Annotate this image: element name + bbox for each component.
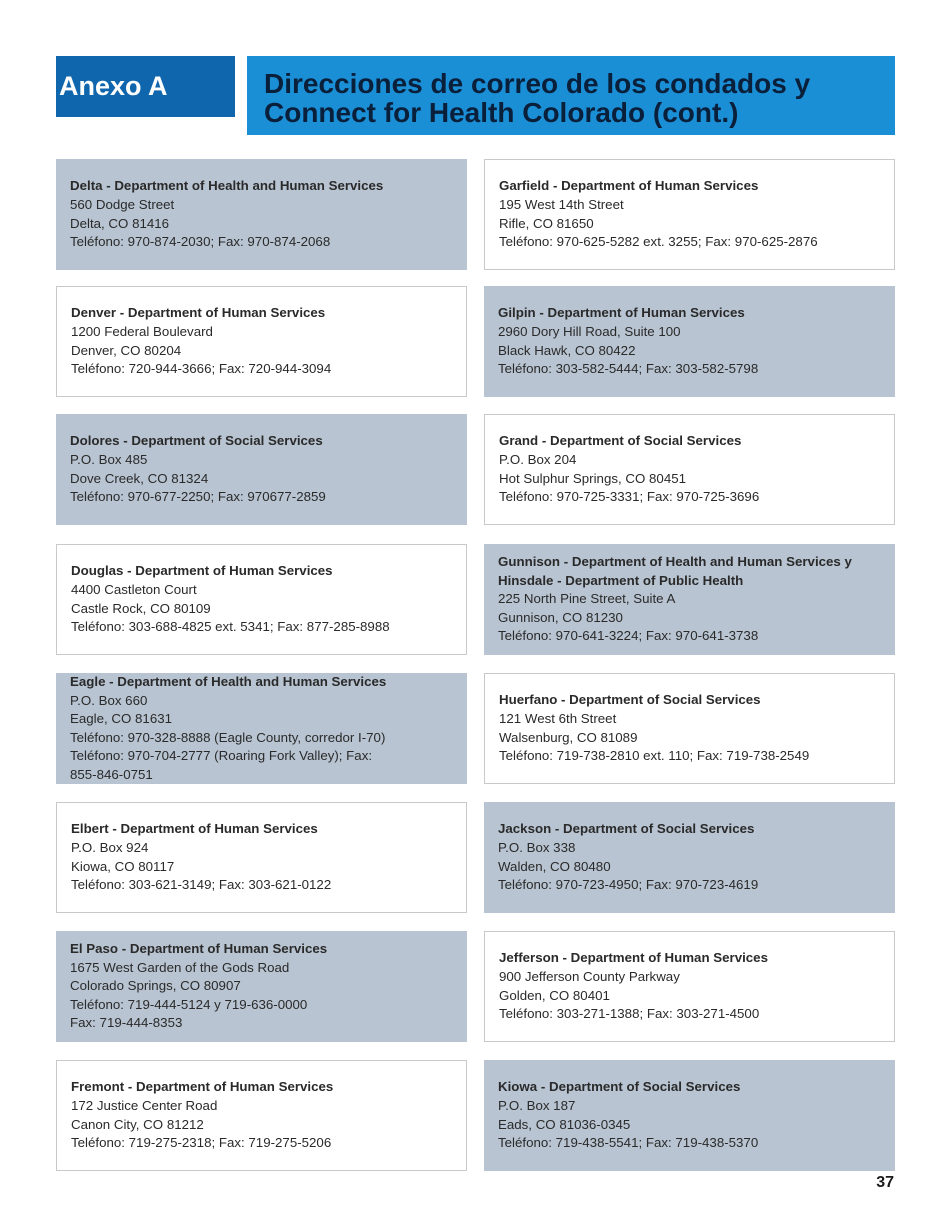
county-name: Dolores - Department of Social Services	[70, 433, 323, 449]
address-line: Gunnison, CO 81230	[498, 609, 623, 625]
county-card-fremont	[56, 1060, 467, 1171]
address-line: P.O. Box 660	[70, 692, 148, 708]
phone-line: Teléfono: 970-723-4950; Fax: 970-723-4619	[498, 877, 759, 893]
county-card-elbert	[56, 802, 467, 913]
county-name-secondary: Hinsdale - Department of Public Health	[498, 572, 744, 588]
county-card-jackson	[484, 802, 895, 913]
county-card-jefferson	[484, 931, 895, 1042]
fax-line: 855-846-0751	[70, 766, 153, 782]
address-line: Denver, CO 80204	[71, 342, 182, 358]
address-line: Eagle, CO 81631	[70, 711, 173, 727]
address-line: Black Hawk, CO 80422	[498, 342, 636, 358]
phone-line: Teléfono: 303-688-4825 ext. 5341; Fax: 877-285-8988	[71, 619, 390, 635]
address-line: Walden, CO 80480	[498, 858, 611, 874]
county-card-douglas	[56, 544, 467, 655]
address-line: Eads, CO 81036-0345	[498, 1116, 631, 1132]
phone-line: Teléfono: 719-444-5124 y 719-636-0000	[70, 996, 308, 1012]
county-name: Kiowa - Department of Social Services	[498, 1079, 741, 1095]
address-line: 560 Dodge Street	[70, 196, 175, 212]
county-name: El Paso - Department of Human Services	[70, 941, 328, 957]
phone-line: Teléfono: 303-271-1388; Fax: 303-271-4500	[499, 1006, 760, 1022]
phone-line: Teléfono: 720-944-3666; Fax: 720-944-3094	[71, 361, 332, 377]
county-card-dolores	[56, 414, 467, 525]
address-line: 2960 Dory Hill Road, Suite 100	[498, 323, 681, 339]
address-line: Colorado Springs, CO 80907	[70, 978, 241, 994]
county-card-denver	[56, 286, 467, 397]
address-line: 1200 Federal Boulevard	[71, 323, 213, 339]
county-name: Garfield - Department of Human Services	[499, 178, 759, 194]
phone-line: Teléfono: 970-704-2777 (Roaring Fork Valley); Fax:	[70, 748, 373, 764]
county-name: Grand - Department of Social Services	[499, 433, 742, 449]
phone-line: Teléfono: 970-874-2030; Fax: 970-874-2068	[70, 234, 331, 250]
county-name: Denver - Department of Human Services	[71, 305, 326, 321]
page-title	[247, 56, 895, 135]
phone-line: Teléfono: 970-725-3331; Fax: 970-725-3696	[499, 489, 760, 505]
address-line: 1675 West Garden of the Gods Road	[70, 959, 290, 975]
county-card-el-paso	[56, 931, 467, 1042]
phone-line: Teléfono: 303-582-5444; Fax: 303-582-5798	[498, 361, 759, 377]
section-label: Anexo A	[56, 56, 235, 117]
address-line: 172 Justice Center Road	[71, 1097, 218, 1113]
phone-line: Teléfono: 970-328-8888 (Eagle County, corredor I-70)	[70, 729, 386, 745]
county-card-garfield	[484, 159, 895, 270]
phone-line: Teléfono: 719-438-5541; Fax: 719-438-5370	[498, 1135, 759, 1151]
page-title-line-1: Direcciones de correo de los condados y	[264, 68, 811, 99]
address-line: Castle Rock, CO 80109	[71, 600, 211, 616]
county-name: Jefferson - Department of Human Services	[499, 950, 768, 966]
address-line: Rifle, CO 81650	[499, 215, 594, 231]
address-line: P.O. Box 204	[499, 451, 577, 467]
address-line: 195 West 14th Street	[499, 196, 624, 212]
page-title-line-2: Connect for Health Colorado (cont.)	[264, 97, 739, 128]
county-card-eagle	[56, 673, 467, 784]
address-line: P.O. Box 338	[498, 839, 576, 855]
county-name: Fremont - Department of Human Services	[71, 1079, 334, 1095]
address-line: P.O. Box 187	[498, 1097, 576, 1113]
county-name: Huerfano - Department of Social Services	[499, 692, 761, 708]
county-name: Gunnison - Department of Health and Human Services y	[498, 554, 852, 570]
phone-line: Teléfono: 719-738-2810 ext. 110; Fax: 719-738-2549	[499, 748, 810, 764]
address-line: Dove Creek, CO 81324	[70, 470, 209, 486]
county-card-grand	[484, 414, 895, 525]
fax-line: Fax: 719-444-8353	[70, 1015, 183, 1031]
county-card-gunnison-hinsdale	[484, 544, 895, 655]
phone-line: Teléfono: 970-641-3224; Fax: 970-641-3738	[498, 628, 759, 644]
address-line: 121 West 6th Street	[499, 710, 617, 726]
county-name: Elbert - Department of Human Services	[71, 821, 318, 837]
phone-line: Teléfono: 970-625-5282 ext. 3255; Fax: 970-625-2876	[499, 234, 818, 250]
address-line: P.O. Box 924	[71, 839, 149, 855]
county-name: Gilpin - Department of Human Services	[498, 305, 745, 321]
address-line: 225 North Pine Street, Suite A	[498, 591, 676, 607]
address-line: Golden, CO 80401	[499, 987, 610, 1003]
address-line: Walsenburg, CO 81089	[499, 729, 638, 745]
county-card-kiowa	[484, 1060, 895, 1171]
phone-line: Teléfono: 970-677-2250; Fax: 970677-2859	[70, 489, 326, 505]
county-name: Jackson - Department of Social Services	[498, 821, 755, 837]
address-line: Hot Sulphur Springs, CO 80451	[499, 470, 687, 486]
phone-line: Teléfono: 303-621-3149; Fax: 303-621-0122	[71, 877, 332, 893]
address-line: P.O. Box 485	[70, 451, 148, 467]
phone-line: Teléfono: 719-275-2318; Fax: 719-275-5206	[71, 1135, 332, 1151]
county-card-huerfano	[484, 673, 895, 784]
address-line: 4400 Castleton Court	[71, 581, 197, 597]
county-name: Eagle - Department of Health and Human Services	[70, 674, 387, 689]
address-line: Delta, CO 81416	[70, 215, 170, 231]
address-line: Kiowa, CO 80117	[71, 858, 175, 874]
page-number: 37	[876, 1174, 894, 1191]
county-card-gilpin	[484, 286, 895, 397]
address-line: Canon City, CO 81212	[71, 1116, 204, 1132]
county-card-delta	[56, 159, 467, 270]
county-name: Douglas - Department of Human Services	[71, 563, 333, 579]
address-line: 900 Jefferson County Parkway	[499, 968, 680, 984]
county-name: Delta - Department of Health and Human Services	[70, 178, 384, 194]
